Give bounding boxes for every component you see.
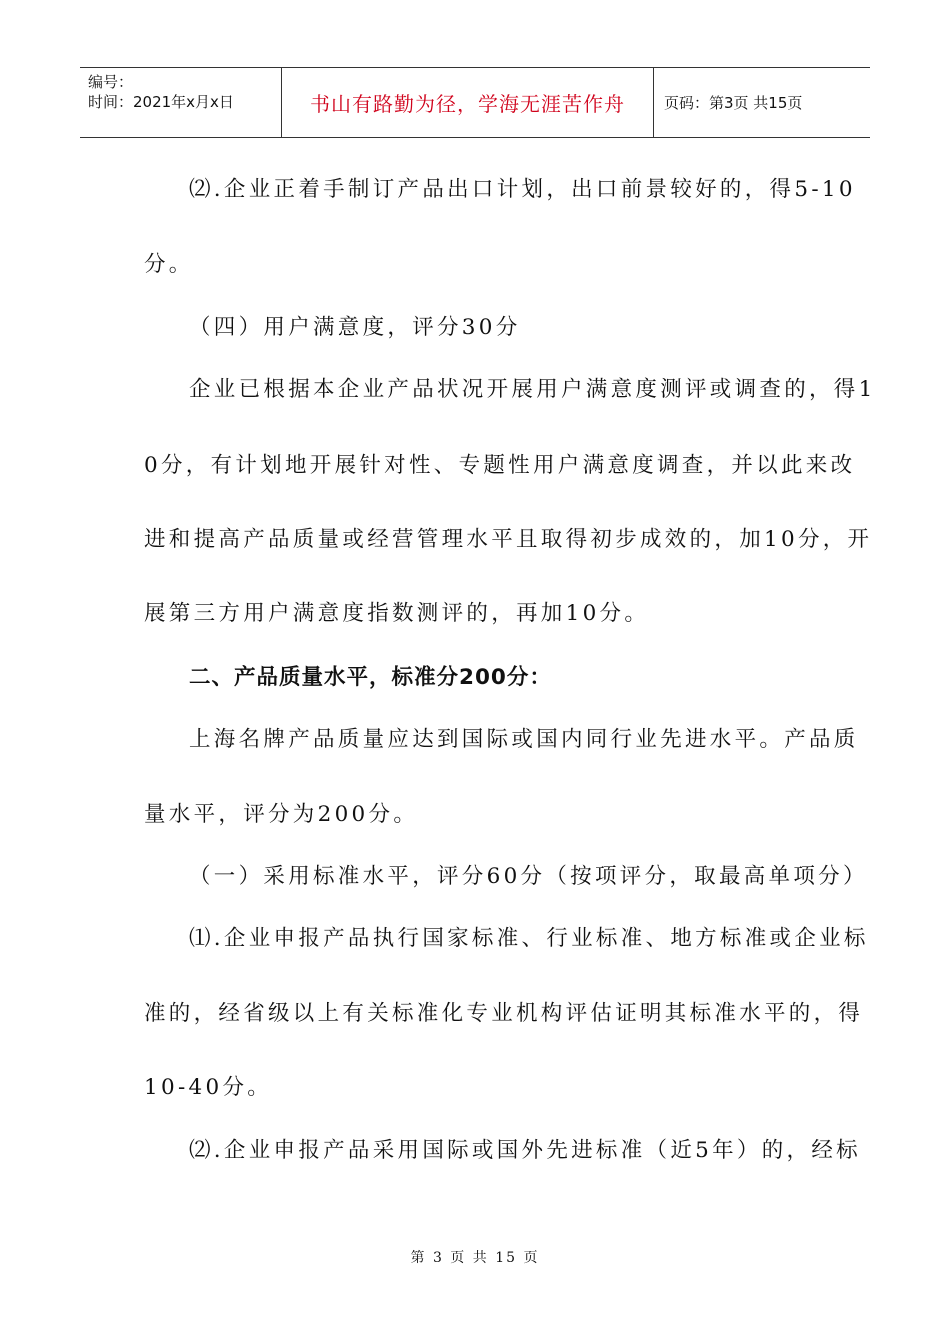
section-heading: （一）采用标准水平，评分60分（按项评分，取最高单项分）: [189, 864, 868, 889]
paragraph-line: 企业已根据本企业产品状况开展用户满意度测评或调查的，得1: [189, 377, 876, 402]
header-meta-cell: [80, 68, 282, 137]
page-footer: 第 3 页 共 15 页: [410, 1250, 540, 1266]
chapter-heading: 二、产品质量水平，标准分200分：: [189, 665, 552, 690]
paragraph-line: ⑴.企业申报产品执行国家标准、行业标准、地方标准或企业标: [189, 926, 869, 951]
header-motto-cell: [282, 68, 654, 137]
paragraph-line: 分。: [144, 252, 194, 277]
paragraph-line: ⑵.企业申报产品采用国际或国外先进标准（近5年）的，经标: [189, 1138, 861, 1163]
paragraph-line: 准的，经省级以上有关标准化专业机构评估证明其标准水平的，得: [144, 1001, 864, 1026]
paragraph-line: 上海名牌产品质量应达到国际或国内同行业先进水平。产品质: [189, 727, 859, 752]
section-heading: （四）用户满意度，评分30分: [189, 315, 521, 340]
motto-text: 书山有路勤为径，学海无涯苦作舟: [310, 92, 625, 116]
paragraph-line: 进和提高产品质量或经营管理水平且取得初步成效的，加10分，开: [144, 527, 873, 552]
header-page-cell: [654, 68, 870, 137]
document-date: 时间：2021年x月x日: [88, 93, 234, 111]
paragraph-line: 10-40分。: [144, 1075, 273, 1100]
paragraph-line: 量水平，评分为200分。: [144, 802, 419, 827]
page-header: [80, 67, 870, 138]
paragraph-line: ⑵.企业正着手制订产品出口计划，出口前景较好的，得5-10: [189, 177, 856, 202]
document-number-label: 编号：: [88, 73, 134, 91]
header-page-info: 页码：第3页 共15页: [664, 94, 803, 112]
paragraph-line: 0分，有计划地开展针对性、专题性用户满意度调查，并以此来改: [144, 453, 856, 478]
paragraph-line: 展第三方用户满意度指数测评的，再加10分。: [144, 601, 650, 626]
